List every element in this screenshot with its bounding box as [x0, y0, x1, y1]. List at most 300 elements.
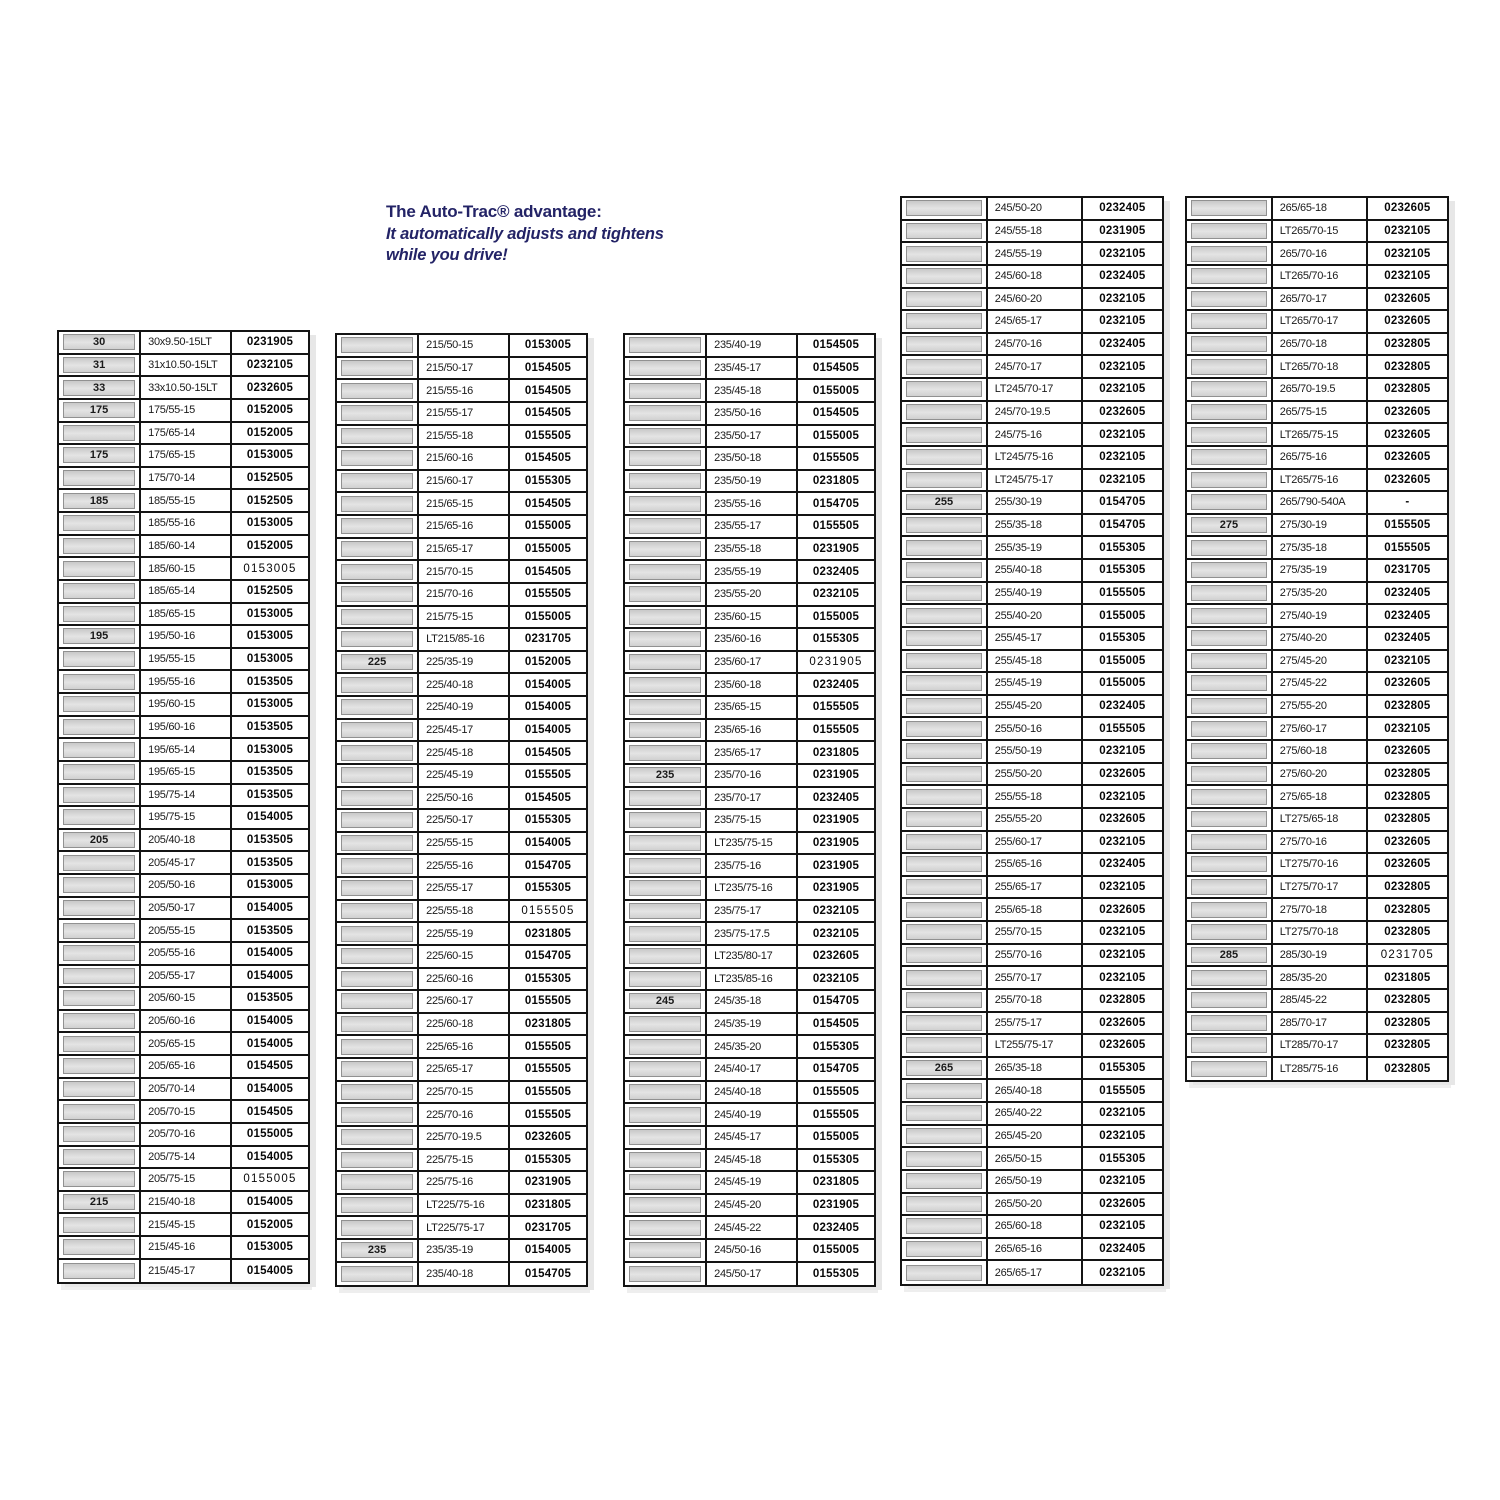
size-group-label	[629, 812, 701, 828]
table-row	[1187, 1058, 1447, 1081]
table-row	[902, 990, 1162, 1013]
size-group-cell	[625, 1104, 707, 1125]
tire-size-cell: 245/70-16	[988, 334, 1083, 355]
table-row	[1187, 424, 1447, 447]
size-group-cell	[902, 1058, 988, 1079]
part-number-cell: 0231805	[524, 1018, 572, 1031]
size-group-cell	[337, 1240, 419, 1261]
size-group-cell	[337, 380, 419, 401]
part-number-cell: 0154505	[812, 339, 860, 352]
size-group-label	[341, 677, 413, 693]
part-number-cell: 0232805	[1384, 926, 1431, 939]
part-number-cell: 0155005	[1099, 609, 1146, 622]
tire-size-cell: 235/55-17	[707, 516, 798, 537]
size-group-label	[906, 1151, 982, 1167]
size-group-label	[1191, 404, 1267, 420]
part-number-cell: 0232605	[524, 1131, 572, 1144]
size-group-label	[629, 1220, 701, 1236]
tire-size-cell: 235/45-17	[707, 358, 798, 379]
size-group-label	[1191, 246, 1267, 262]
table-row	[59, 513, 308, 536]
table-row	[59, 717, 308, 740]
size-group-cell	[902, 221, 988, 242]
table-row	[59, 671, 308, 694]
tire-size-cell: 205/70-15	[141, 1101, 232, 1122]
table-row	[902, 673, 1162, 696]
size-group-cell	[625, 1172, 707, 1193]
size-group-label	[1191, 992, 1267, 1008]
tire-size-cell: 225/55-15	[419, 833, 510, 854]
tire-size-cell: 245/60-18	[988, 266, 1083, 287]
part-number-cell: 0152505	[246, 494, 294, 507]
table-row	[59, 400, 308, 423]
table-row	[625, 810, 874, 833]
size-group-cell	[1187, 696, 1273, 717]
table-row	[902, 741, 1162, 764]
part-number-cell: 0153005	[246, 698, 294, 711]
size-group-label: 175	[63, 447, 135, 463]
table-row	[902, 651, 1162, 674]
part-number-cell: -	[1405, 496, 1410, 509]
size-group-label	[906, 404, 982, 420]
table-row	[59, 875, 308, 898]
part-number-cell: 0231705	[1380, 948, 1434, 961]
size-group-cell	[337, 765, 419, 786]
part-number-cell: 0152005	[246, 1218, 294, 1231]
size-group-label	[629, 903, 701, 919]
table-row	[1187, 854, 1447, 877]
table-row	[1187, 583, 1447, 606]
size-group-label	[63, 606, 135, 622]
part-number-cell: 0232805	[1384, 994, 1431, 1007]
part-number-cell: 0153005	[243, 562, 297, 575]
part-number-cell: 0154005	[524, 837, 572, 850]
size-group-cell	[337, 674, 419, 695]
part-number-cell: 0232605	[1099, 813, 1146, 826]
size-group-cell	[902, 470, 988, 491]
size-group-cell	[902, 1103, 988, 1124]
size-group-label	[906, 562, 982, 578]
size-group-cell	[902, 537, 988, 558]
part-number-cell: 0154705	[812, 1063, 860, 1076]
table-row	[1187, 379, 1447, 402]
size-group-label	[906, 879, 982, 895]
part-number-cell: 0155305	[812, 1153, 860, 1166]
size-group-label	[63, 1036, 135, 1052]
part-number-cell: 0152005	[246, 426, 294, 439]
table-row	[1187, 289, 1447, 312]
table-row	[625, 765, 874, 788]
tire-size-cell: 215/45-17	[141, 1260, 232, 1283]
size-group-cell	[625, 1195, 707, 1216]
part-number-cell: 0232405	[1099, 270, 1146, 283]
size-group-cell	[337, 539, 419, 560]
size-group-label	[906, 970, 982, 986]
size-group-cell	[59, 875, 141, 896]
table-row	[902, 877, 1162, 900]
table-row	[59, 1011, 308, 1034]
size-group-cell	[59, 536, 141, 557]
tire-size-cell: 225/45-18	[419, 742, 510, 763]
tire-size-cell: 205/40-18	[141, 830, 232, 851]
tire-size-cell: 225/70-16	[419, 1104, 510, 1125]
part-number-cell: 0232105	[1099, 315, 1146, 328]
size-group-cell	[59, 830, 141, 851]
table-row	[902, 560, 1162, 583]
size-group-label	[1191, 653, 1267, 669]
tire-size-cell: 175/55-15	[141, 400, 232, 421]
size-group-cell	[59, 423, 141, 444]
tire-size-cell: 255/50-20	[988, 764, 1083, 785]
part-number-cell: 0154505	[524, 497, 572, 510]
size-group-cell	[1187, 945, 1273, 966]
tire-size-cell: LT285/70-17	[1273, 1035, 1368, 1056]
part-number-cell: 0232605	[812, 950, 860, 963]
size-group-label	[629, 654, 701, 670]
part-number-cell: 0155305	[524, 475, 572, 488]
part-number-cell: 0153505	[246, 675, 294, 688]
size-group-cell	[59, 490, 141, 511]
size-group-cell	[337, 335, 419, 356]
part-number-cell: 0232605	[246, 381, 294, 394]
size-group-label	[63, 538, 135, 554]
size-group-label	[63, 855, 135, 871]
size-group-cell	[337, 855, 419, 876]
part-number-cell: 0232105	[1099, 1107, 1146, 1120]
part-number-cell: 0155505	[1099, 586, 1146, 599]
size-group-cell	[902, 922, 988, 943]
size-group-label	[1191, 856, 1267, 872]
size-group-label	[906, 1105, 982, 1121]
table-row	[1187, 560, 1447, 583]
part-number-cell: 0155005	[812, 1244, 860, 1257]
size-group-cell	[902, 764, 988, 785]
table-row	[59, 490, 308, 513]
tire-size-cell: 235/50-17	[707, 426, 798, 447]
table-row	[1187, 243, 1447, 266]
size-group-label	[1191, 381, 1267, 397]
table-row	[902, 289, 1162, 312]
part-number-cell: 0232805	[1384, 338, 1431, 351]
table-row	[902, 945, 1162, 968]
size-group-cell	[59, 943, 141, 964]
size-group-cell	[59, 558, 141, 579]
size-group-label	[1191, 789, 1267, 805]
table-row	[902, 243, 1162, 266]
part-number-cell: 0155305	[524, 1153, 572, 1166]
part-number-cell: 0153005	[246, 517, 294, 530]
size-group-cell	[1187, 899, 1273, 920]
size-group-cell	[1187, 605, 1273, 626]
size-group-cell	[902, 379, 988, 400]
part-number-cell: 0231705	[524, 633, 572, 646]
tire-size-cell: 275/60-20	[1273, 764, 1368, 785]
size-group-label	[341, 1220, 413, 1236]
table-row	[1187, 198, 1447, 221]
part-number-cell: 0155505	[524, 1085, 572, 1098]
tire-size-cell: 255/45-19	[988, 673, 1083, 694]
size-group-cell	[1187, 221, 1273, 242]
table-row	[625, 1195, 874, 1218]
size-group-cell	[902, 402, 988, 423]
size-group-label	[341, 812, 413, 828]
table-row	[337, 1036, 586, 1059]
part-number-cell: 0232105	[812, 972, 860, 985]
size-group-label	[63, 425, 135, 441]
part-number-cell: 0153505	[246, 766, 294, 779]
table-row	[337, 1104, 586, 1127]
part-number-cell: 0232105	[1099, 383, 1146, 396]
size-group-label	[629, 405, 701, 421]
part-number-cell: 0232105	[812, 588, 860, 601]
table-row	[1187, 492, 1447, 515]
size-group-cell	[337, 901, 419, 922]
part-number-cell: 0155005	[812, 384, 860, 397]
size-group-label: 205	[63, 832, 135, 848]
table-row	[1187, 515, 1447, 538]
table-row	[59, 468, 308, 491]
part-number-cell: 0155505	[524, 995, 572, 1008]
table-row	[625, 991, 874, 1014]
size-group-cell	[902, 1080, 988, 1101]
part-number-cell: 0155505	[812, 701, 860, 714]
table-row	[337, 448, 586, 471]
size-group-cell	[1187, 334, 1273, 355]
table-row	[1187, 945, 1447, 968]
size-group-cell	[59, 332, 141, 353]
table-row	[1187, 741, 1447, 764]
tire-size-cell: 215/55-17	[419, 403, 510, 424]
size-group-label	[341, 473, 413, 489]
part-number-cell: 0232105	[812, 904, 860, 917]
size-group-label	[341, 1016, 413, 1032]
size-group-label: 275	[1191, 517, 1267, 533]
table-row	[59, 558, 308, 581]
size-group-label	[341, 1084, 413, 1100]
tire-size-cell: 30x9.50-15LT	[141, 332, 232, 353]
part-number-cell: 0232405	[812, 1221, 860, 1234]
part-number-cell: 0232405	[1099, 202, 1146, 215]
tire-size-cell: 265/50-15	[988, 1148, 1083, 1169]
tire-size-cell: 245/35-20	[707, 1036, 798, 1057]
table-row	[902, 1148, 1162, 1171]
part-number-cell: 0232605	[1384, 473, 1431, 486]
table-row	[337, 516, 586, 539]
size-group-cell	[1187, 537, 1273, 558]
table-row	[337, 1172, 586, 1195]
tire-size-cell: 31x10.50-15LT	[141, 355, 232, 376]
size-group-cell	[625, 607, 707, 628]
size-group-cell	[59, 852, 141, 873]
tire-size-cell: LT265/70-18	[1273, 356, 1368, 377]
tire-size-cell: LT275/65-18	[1273, 809, 1368, 830]
part-number-cell: 0231905	[1099, 224, 1146, 237]
part-number-cell: 0153505	[246, 856, 294, 869]
table-row	[902, 1126, 1162, 1149]
tire-size-cell: 245/60-20	[988, 289, 1083, 310]
part-number-cell: 0231905	[812, 882, 860, 895]
size-group-cell	[1187, 922, 1273, 943]
size-group-label	[629, 473, 701, 489]
size-group-cell	[625, 493, 707, 514]
size-group-label: 235	[341, 1242, 413, 1258]
size-group-cell	[625, 380, 707, 401]
size-group-cell	[1187, 311, 1273, 332]
size-group-label	[1191, 585, 1267, 601]
size-group-label	[341, 1197, 413, 1213]
part-number-cell: 0155005	[812, 429, 860, 442]
size-group-label	[1191, 721, 1267, 737]
table-row	[1187, 764, 1447, 787]
size-group-label	[63, 1217, 135, 1233]
part-number-cell: 0231805	[812, 1176, 860, 1189]
tire-size-cell: 265/60-18	[988, 1216, 1083, 1237]
size-group-cell	[1187, 356, 1273, 377]
size-group-label	[341, 926, 413, 942]
tire-size-cell: LT265/70-16	[1273, 266, 1368, 287]
size-group-label	[1191, 494, 1267, 510]
size-group-label	[906, 336, 982, 352]
size-group-label	[341, 835, 413, 851]
part-number-cell: 0155505	[812, 520, 860, 533]
size-group-label	[63, 1126, 135, 1142]
part-number-cell: 0155505	[812, 1085, 860, 1098]
size-group-cell	[59, 671, 141, 692]
part-number-cell: 0232105	[1384, 722, 1431, 735]
tire-size-cell: 285/35-20	[1273, 967, 1368, 988]
table-row	[902, 628, 1162, 651]
tire-size-cell: 265/790-540A	[1273, 492, 1368, 513]
tire-size-cell: LT265/70-15	[1273, 221, 1368, 242]
part-number-cell: 0232105	[1384, 270, 1431, 283]
size-group-label	[906, 1015, 982, 1031]
part-number-cell: 0153005	[246, 653, 294, 666]
table-row	[59, 898, 308, 921]
table-row	[337, 584, 586, 607]
table-row	[59, 649, 308, 672]
size-group-label	[629, 383, 701, 399]
size-group-cell	[59, 626, 141, 647]
size-group-label	[629, 1197, 701, 1213]
tire-size-cell: 205/65-16	[141, 1056, 232, 1077]
table-row	[625, 923, 874, 946]
tire-size-cell: 265/50-19	[988, 1171, 1083, 1192]
size-group-cell	[59, 355, 141, 376]
tire-size-cell: 225/55-17	[419, 878, 510, 899]
size-group-label	[629, 360, 701, 376]
table-row	[902, 1194, 1162, 1217]
table-row	[337, 539, 586, 562]
size-group-cell	[337, 629, 419, 650]
table-row	[902, 311, 1162, 334]
size-group-cell	[625, 1150, 707, 1171]
part-number-cell: 0152005	[246, 539, 294, 552]
tire-size-cell: 265/70-19.5	[1273, 379, 1368, 400]
part-number-cell: 0232105	[1099, 247, 1146, 260]
size-group-label	[906, 472, 982, 488]
part-number-cell: 0232405	[1384, 609, 1431, 622]
size-group-label	[906, 834, 982, 850]
size-group-label	[341, 767, 413, 783]
size-group-label	[1191, 562, 1267, 578]
tire-size-cell: LT235/75-16	[707, 878, 798, 899]
table-row	[59, 1169, 308, 1192]
size-group-label	[63, 900, 135, 916]
size-group-label	[63, 787, 135, 803]
tire-size-cell: 245/70-19.5	[988, 402, 1083, 423]
size-group-label	[1191, 1061, 1267, 1077]
size-group-label	[906, 585, 982, 601]
size-group-label	[63, 651, 135, 667]
tire-size-cell: 215/65-15	[419, 493, 510, 514]
part-number-cell: 0232105	[1384, 247, 1431, 260]
fitment-table-5	[1185, 196, 1449, 1082]
size-group-cell	[337, 923, 419, 944]
table-row	[902, 424, 1162, 447]
tire-size-cell: 265/35-18	[988, 1058, 1083, 1079]
table-row	[337, 674, 586, 697]
table-row	[337, 561, 586, 584]
size-group-cell	[1187, 424, 1273, 445]
part-number-cell: 0154005	[246, 811, 294, 824]
part-number-cell: 0154005	[246, 1150, 294, 1163]
size-group-label	[63, 764, 135, 780]
part-number-cell: 0154005	[246, 1196, 294, 1209]
table-row	[337, 788, 586, 811]
size-group-cell	[337, 969, 419, 990]
part-number-cell: 0155005	[243, 1173, 297, 1186]
size-group-cell	[1187, 832, 1273, 853]
size-group-cell	[625, 516, 707, 537]
tire-size-cell: LT275/70-16	[1273, 854, 1368, 875]
part-number-cell: 0231905	[809, 656, 863, 669]
size-group-cell	[59, 1214, 141, 1235]
size-group-cell	[1187, 560, 1273, 581]
fitment-table-1	[57, 330, 310, 1284]
table-row	[59, 626, 308, 649]
table-row	[902, 1171, 1162, 1194]
tire-size-cell: 235/75-17.5	[707, 923, 798, 944]
size-group-cell	[337, 516, 419, 537]
tire-size-cell: 205/70-14	[141, 1079, 232, 1100]
size-group-cell	[902, 1013, 988, 1034]
table-row	[902, 356, 1162, 379]
size-group-label: 195	[63, 628, 135, 644]
size-group-label	[341, 790, 413, 806]
tire-size-cell: LT235/85-16	[707, 969, 798, 990]
size-group-cell	[625, 946, 707, 967]
part-number-cell: 0155305	[1099, 632, 1146, 645]
size-group-label	[1191, 743, 1267, 759]
size-group-cell	[625, 1217, 707, 1238]
size-group-label	[629, 971, 701, 987]
size-group-cell	[902, 651, 988, 672]
size-group-label: 255	[906, 494, 982, 510]
size-group-cell	[902, 832, 988, 853]
size-group-cell	[1187, 651, 1273, 672]
table-row	[59, 377, 308, 400]
size-group-cell	[625, 833, 707, 854]
tire-size-cell: 255/35-18	[988, 515, 1083, 536]
part-number-cell: 0152005	[246, 404, 294, 417]
tire-size-cell: 225/45-19	[419, 765, 510, 786]
size-group-label	[63, 1171, 135, 1187]
table-row	[337, 923, 586, 946]
size-group-label	[341, 948, 413, 964]
size-group-label	[629, 518, 701, 534]
part-number-cell: 0154705	[524, 1267, 572, 1280]
table-row	[1187, 356, 1447, 379]
